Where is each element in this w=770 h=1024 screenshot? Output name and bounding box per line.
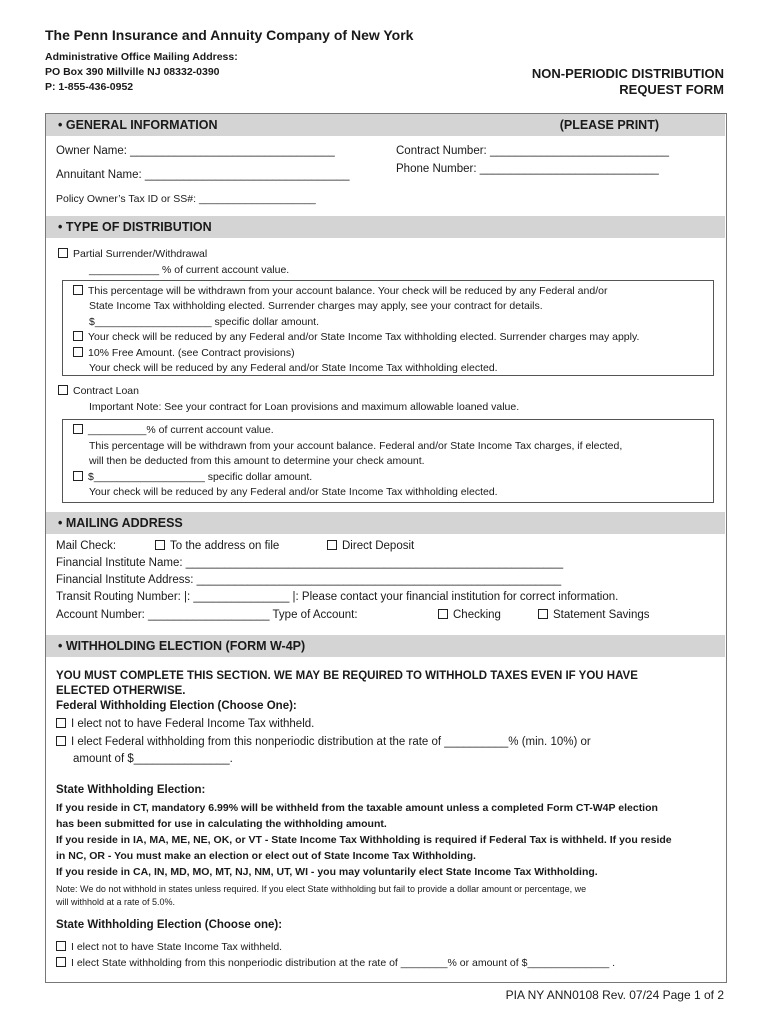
footer-form-id: PIA NY ANN0108 Rev. 07/24 Page 1 of 2 [505, 988, 724, 1002]
dollar-option[interactable] [73, 331, 639, 343]
free-amount-label: 10% Free Amount. (see Contract provisions) [88, 347, 295, 359]
direct-deposit-checkbox[interactable] [327, 540, 337, 550]
loan-dollar-option[interactable] [73, 471, 312, 483]
ct-text-2: has been submitted for use in calculating the withholding amount. [56, 818, 387, 830]
loan-note: Important Note: See your contract for Loan provisions and maximum allowable loaned value. [89, 401, 520, 413]
loan-pct-checkbox[interactable] [73, 424, 83, 434]
state-choose-heading: State Withholding Election (Choose one): [56, 919, 283, 931]
to-address-checkbox[interactable] [155, 540, 165, 550]
fed-amount-field[interactable]: amount of $_______________. [73, 753, 233, 765]
to-address-option[interactable] [155, 540, 279, 552]
please-print-note: (PLEASE PRINT) [559, 118, 659, 132]
partial-pct-field[interactable]: ____________ % of current account value. [89, 264, 290, 276]
loan-dollar-text: Your check will be reduced by any Federal and/or State Income Tax withholding elected. [89, 486, 498, 498]
fed-option-2-label: I elect Federal withholding from this nonperiodic distribution at the rate of __________% (min. 10%) or [71, 736, 591, 748]
fed-option-1-checkbox[interactable] [56, 718, 66, 728]
section-distribution-header [46, 216, 725, 238]
section-distribution-title: • TYPE OF DISTRIBUTION [58, 220, 212, 234]
contract-loan-option[interactable] [58, 385, 139, 397]
ia-text-1: If you reside in IA, MA, ME, NE, OK, or VT - State Income Tax Withholding is required if Federal Tax is withheld. If you reside [56, 834, 672, 846]
checking-checkbox[interactable] [438, 609, 448, 619]
mail-check-label: Mail Check: [56, 540, 117, 552]
form-title [532, 66, 724, 98]
loan-dollar-field[interactable]: $___________________ specific dollar amount. [88, 471, 313, 483]
section-general-header [46, 114, 725, 136]
dollar-text: Your check will be reduced by any Federal and/or State Income Tax withholding elected. Surrender charges may apply. [88, 331, 640, 343]
loan-pct-field[interactable]: __________% of current account value. [88, 424, 274, 436]
dollar-checkbox[interactable] [73, 331, 83, 341]
annuitant-name-field[interactable]: Annuitant Name: ________________________________ [56, 169, 350, 181]
fin-institute-name-field[interactable]: Financial Institute Name: ___________________________________________________________ [56, 557, 564, 569]
checking-label: Checking [453, 609, 501, 621]
section-general-title: • GENERAL INFORMATION [58, 118, 218, 132]
to-address-label: To the address on file [170, 540, 280, 552]
fed-option-1-label: I elect not to have Federal Income Tax withheld. [71, 718, 315, 730]
must-complete-2: ELECTED OTHERWISE. [56, 685, 186, 697]
state-option-2[interactable] [56, 957, 615, 969]
state-heading: State Withholding Election: [56, 784, 206, 796]
owner-name-field[interactable]: Owner Name: ________________________________ [56, 145, 335, 157]
loan-pct-text-2: will then be deducted from this amount to determine your check amount. [89, 455, 425, 467]
fed-option-2-checkbox[interactable] [56, 736, 66, 746]
phone-number-field[interactable]: Phone Number: ____________________________ [396, 163, 659, 175]
phone: P: 1-855-436-0952 [45, 81, 134, 93]
ct-text-1: If you reside in CT, mandatory 6.99% will be withheld from the taxable amount unless a completed Form CT-W4P election [56, 802, 658, 814]
section-mailing-title: • MAILING ADDRESS [58, 516, 183, 530]
ca-text-1: If you reside in CA, IN, MD, MO, MT, NJ, NM, UT, WI - you may voluntarily elect State Income Tax Withholding. [56, 866, 598, 878]
loan-pct-option[interactable] [73, 424, 274, 436]
fed-option-1[interactable] [56, 718, 314, 730]
state-option-1-checkbox[interactable] [56, 941, 66, 951]
contract-loan-label: Contract Loan [73, 385, 139, 397]
section-withholding-header [46, 635, 725, 657]
partial-surrender-option[interactable] [58, 248, 207, 260]
state-option-1-label: I elect not to have State Income Tax withheld. [71, 941, 283, 953]
free-amount-option[interactable] [73, 347, 295, 359]
dollar-amount-field[interactable]: $____________________ specific dollar amount. [89, 316, 320, 328]
form-title-line2: REQUEST FORM [619, 82, 724, 97]
state-option-2-label: I elect State withholding from this nonperiodic distribution at the rate of ________% or amount of $______________ . [71, 957, 616, 969]
pct-text-2: State Income Tax withholding elected. Surrender charges may apply, see your contract for details. [89, 300, 543, 312]
direct-deposit-label: Direct Deposit [342, 540, 415, 552]
federal-heading: Federal Withholding Election (Choose One): [56, 700, 297, 712]
pct-option[interactable] [73, 285, 607, 297]
section-mailing-header [46, 512, 725, 534]
partial-surrender-checkbox[interactable] [58, 248, 68, 258]
po-box: PO Box 390 Millville NJ 08332-0390 [45, 66, 220, 78]
free-amount-text: Your check will be reduced by any Federal and/or State Income Tax withholding elected. [89, 362, 498, 374]
section-withholding-title: • WITHHOLDING ELECTION (FORM W-4P) [58, 639, 306, 653]
note-text-1: Note: We do not withhold in states unless required. If you elect State withholding but fail to provide a dollar amount or percentage, we [56, 884, 587, 894]
contract-loan-checkbox[interactable] [58, 385, 68, 395]
transit-routing-field[interactable]: Transit Routing Number: |: _______________ |: Please contact your financial institution for correct information. [56, 591, 619, 603]
fed-option-2[interactable] [56, 736, 591, 748]
pct-text-1: This percentage will be withdrawn from your account balance. Your check will be reduced by any Federal and/or [88, 285, 608, 297]
savings-option[interactable] [538, 609, 650, 621]
checking-option[interactable] [438, 609, 501, 621]
loan-pct-text-1: This percentage will be withdrawn from your account balance. Federal and/or State Income Tax charges, if elected, [89, 440, 623, 452]
form-title-line1: NON-PERIODIC DISTRIBUTION [531, 66, 724, 81]
savings-checkbox[interactable] [538, 609, 548, 619]
state-option-2-checkbox[interactable] [56, 957, 66, 967]
note-text-2: will withhold at a rate of 5.0%. [56, 897, 176, 907]
fin-institute-address-field[interactable]: Financial Institute Address: _________________________________________________________ [56, 574, 562, 586]
company-name: The Penn Insurance and Annuity Company of New York [45, 27, 414, 43]
account-number-field[interactable]: Account Number: ___________________ Type of Account: [56, 609, 358, 621]
ia-text-2: in NC, OR - You must make an election or elect out of State Income Tax Withholding. [56, 850, 476, 862]
must-complete-1: YOU MUST COMPLETE THIS SECTION. WE MAY BE REQUIRED TO WITHHOLD TAXES EVEN IF YOU HAVE [56, 670, 638, 682]
contract-number-field[interactable]: Contract Number: ____________________________ [396, 145, 670, 157]
state-option-1[interactable] [56, 941, 282, 953]
savings-label: Statement Savings [553, 609, 650, 621]
partial-surrender-label: Partial Surrender/Withdrawal [73, 248, 208, 260]
pct-checkbox[interactable] [73, 285, 83, 295]
loan-dollar-checkbox[interactable] [73, 471, 83, 481]
free-amount-checkbox[interactable] [73, 347, 83, 357]
address-label: Administrative Office Mailing Address: [45, 51, 238, 63]
tax-id-field[interactable]: Policy Owner’s Tax ID or SS#: ____________________ [56, 193, 316, 205]
direct-deposit-option[interactable] [327, 540, 414, 552]
